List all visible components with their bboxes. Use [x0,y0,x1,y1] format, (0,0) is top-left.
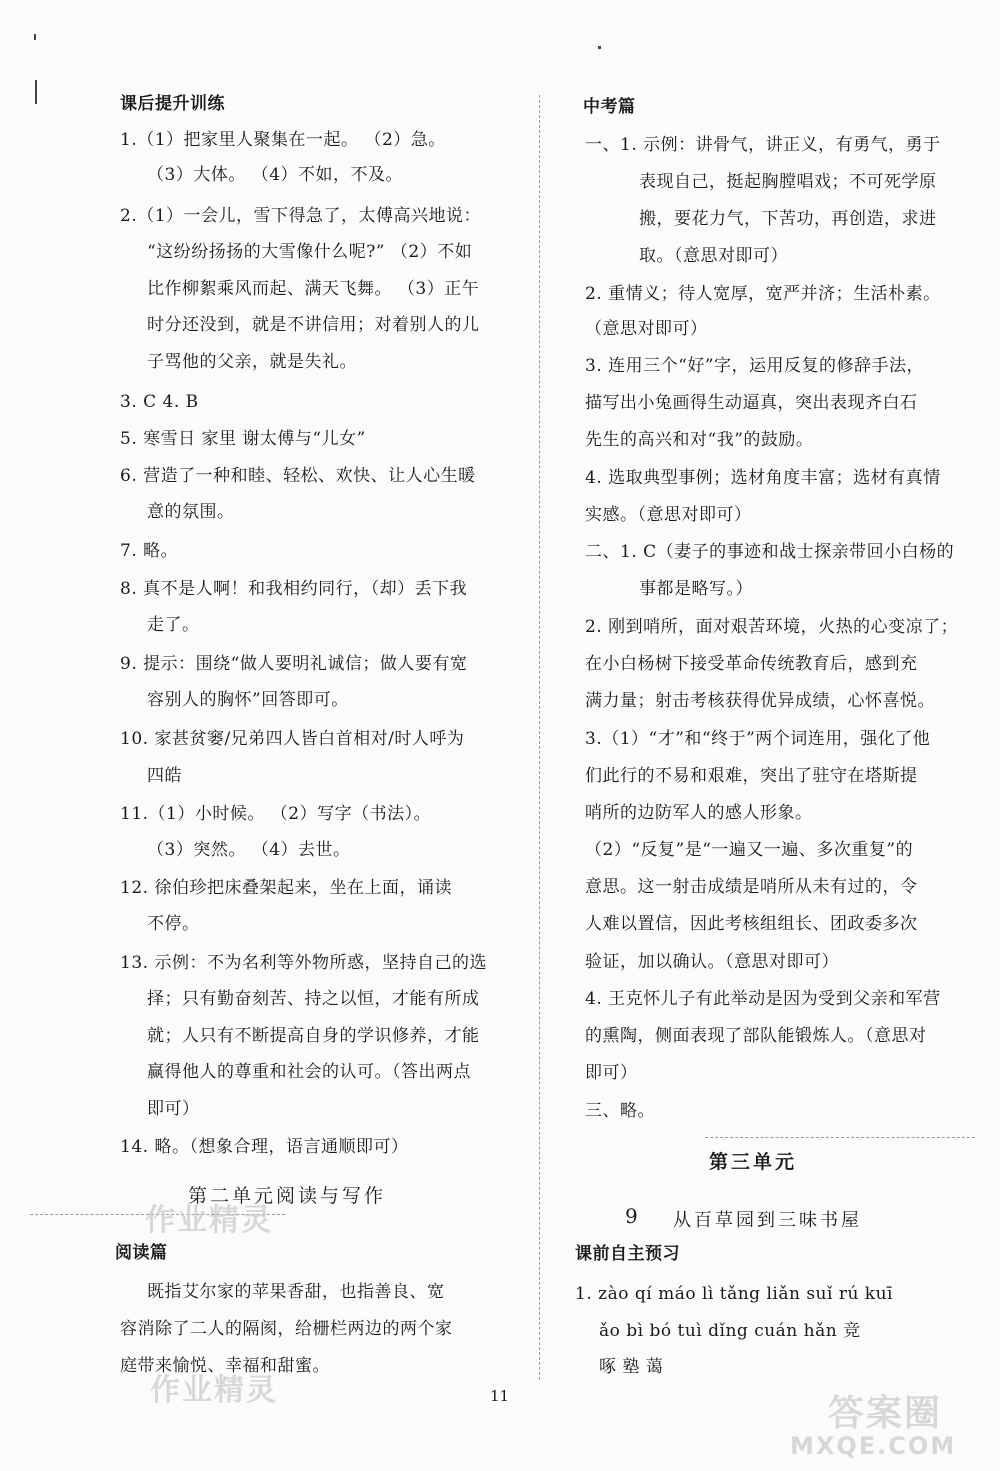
answer-line: 3. 连用三个“好”字，运用反复的修辞手法， [585,356,925,376]
answer-line: 二、1. C（妻子的事迹和战士探亲带回小白杨的 [585,542,955,562]
watermark: 答案圈 [828,1393,943,1434]
answer-line: 2. 重情义；待人宽厚，宽严并济；生活朴素。 [585,284,941,304]
watermark: 作业精灵 [150,1373,278,1408]
section-title: 课前自主预习 [575,1244,680,1264]
answer-line: 取。（意思对即可） [639,246,788,266]
answer-line: 啄 塾 蔼 [599,1357,664,1377]
column-divider [539,95,540,1380]
answer-line: 13. 示例：不为名利等外物所惑，坚持自己的选 [120,953,487,973]
answer-line: 在小白杨树下接受革命传统教育后，感到充 [585,654,918,674]
watermark: 作业精灵 [145,1203,273,1238]
answer-line: 表现自己，挺起胸膛唱戏；不可死学原 [639,172,937,192]
answer-line: 三、略。 [585,1101,655,1121]
unit-heading: 第二单元阅读与写作 [188,1185,387,1207]
answer-line: 3. C 4. B [120,392,199,412]
lesson-number: 9 [625,1204,639,1228]
answer-line: 比作柳絮乘风而起、满天飞舞。 （3）正午 [147,279,480,299]
answer-line: 事都是略写。） [639,579,753,599]
answer-line: 搬，要花力气，下苦功，再创造，求进 [639,209,937,229]
answer-line: 先生的高兴和对“我”的鼓励。 [585,430,814,450]
answer-line: 即可） [147,1099,200,1119]
answer-line: 1. zào qí máo lì tǎng liǎn suǐ rú kuī [575,1284,893,1304]
answer-line: 择；只有勤奋刻苦、持之以恒，才能有所成 [147,989,480,1009]
answer-line: 10. 家甚贫窭/兄弟四人皆白首相对/时人呼为 [120,729,465,749]
answer-line: 子骂他的父亲，就是失礼。 [147,352,357,372]
answer-line: 满力量；射击考核获得优异成绩，心怀喜悦。 [585,691,935,711]
answer-line: 容别人的胸怀”回答即可。 [147,690,349,710]
answer-line: 意思。这一射击成绩是哨所从未有过的，令 [585,877,918,897]
answer-line: （意思对即可） [585,319,708,339]
section-subtitle: 阅读篇 [115,1243,168,1263]
answer-line: 实感。（意思对即可） [585,505,752,525]
answer-line: 意的氛围。 [147,502,235,522]
answer-line: 8. 真不是人啊！和我相约同行，（却）丢下我 [120,579,468,599]
answer-line: （3）突然。 （4）去世。 [147,840,351,860]
answer-line: 不停。 [147,914,200,934]
answer-line: 容消除了二人的隔阂，给栅栏两边的两个家 [120,1319,453,1339]
answer-line: 四皓 [147,766,182,786]
answer-line: 就；人只有不断提高自身的学识修养，才能 [147,1026,480,1046]
answer-line: 2. 刚到哨所，面对艰苦环境，火热的心变凉了； [585,617,959,637]
answer-line: 4. 选取典型事例；选材角度丰富；选材有真情 [585,468,941,488]
answer-line: 14. 略。（想象合理，语言通顺即可） [120,1137,409,1157]
answer-line: 5. 寒雪日 家里 谢太傅与“儿女” [120,429,366,449]
watermark: MXQE.COM [790,1432,957,1460]
answer-line: 一、1. 示例：讲骨气，讲正义，有勇气，勇于 [585,135,941,155]
section-title: 课后提升训练 [120,94,225,114]
answer-line: 们此行的不易和艰难，突出了驻守在塔斯提 [585,766,918,786]
answer-line: 即可） [585,1063,638,1083]
heading-rule [705,1137,975,1138]
answer-line: 1.（1）把家里人聚集在一起。 （2）急。 [120,130,446,150]
answer-line: ǎo bì bó tuì dǐng cuán hǎn 竞 [599,1321,861,1341]
answer-line: 2.（1）一会儿，雪下得急了，太傅高兴地说： [120,206,482,226]
unit-heading: 第三单元 [709,1151,798,1173]
answer-line: 赢得他人的尊重和社会的认可。（答出两点 [147,1062,471,1082]
answer-line: 庭带来愉悦、幸福和甜蜜。 [120,1356,330,1376]
margin-mark [598,46,601,49]
page-number: 11 [490,1387,510,1405]
lesson-title: 从百草园到三味书屋 [673,1210,862,1231]
answer-line: 走了。 [147,615,200,635]
answer-line: 4. 王克怀儿子有此举动是因为受到父亲和军营 [585,989,941,1009]
answer-line: 哨所的边防军人的感人形象。 [585,803,813,823]
answer-line: 9. 提示：围绕“做人要明礼诚信；做人要有宽 [120,654,468,674]
answer-line: “这纷纷扬扬的大雪像什么呢?” （2）不如 [147,242,473,262]
section-title: 中考篇 [583,97,636,117]
answer-line: 7. 略。 [120,541,179,561]
answer-line: （2）“反复”是“一遍又一遍、多次重复”的 [585,840,914,860]
answer-line: 时分还没到，就是不讲信用；对着别人的儿 [147,315,480,335]
answer-line: 验证，加以确认。（意思对即可） [585,952,839,972]
margin-mark [35,80,37,104]
answer-line: 既指艾尔家的苹果香甜，也指善良、宽 [147,1282,445,1302]
answer-line: 6. 营造了一种和睦、轻松、欢快、让人心生暖 [120,466,476,486]
answer-line: 描写出小兔画得生动逼真，突出表现齐白石 [585,393,918,413]
answer-line: 的熏陶，侧面表现了部队能锻炼人。（意思对 [585,1026,927,1046]
answer-line: 3.（1）“才”和“终于”两个词连用，强化了他 [585,729,931,749]
answer-line: （3）大体。 （4）不如，不及。 [147,165,404,185]
answer-line: 11.（1）小时候。 （2）写字（书法）。 [120,804,432,824]
answer-line: 12. 徐伯珍把床叠架起来，坐在上面，诵读 [120,878,452,898]
margin-mark [34,34,36,40]
answer-line: 人难以置信，因此考核组组长、团政委多次 [585,914,918,934]
